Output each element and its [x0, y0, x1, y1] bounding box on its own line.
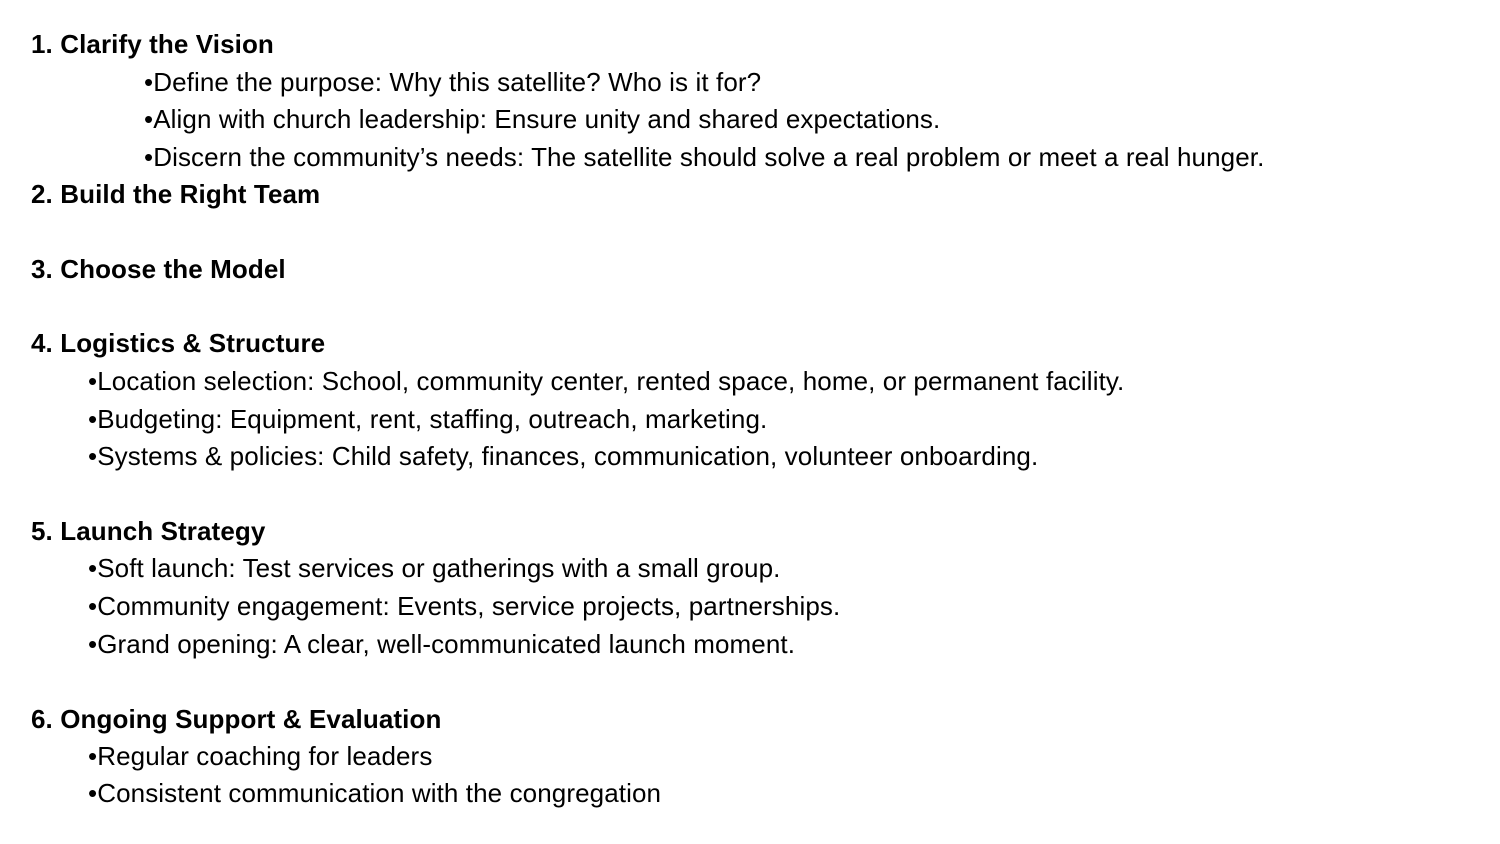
section-heading-6: 6. Ongoing Support & Evaluation [31, 704, 442, 734]
section-heading-4: 4. Logistics & Structure [31, 328, 326, 358]
section-5-bullet-2: •Community engagement: Events, service projects, partnerships. [88, 591, 841, 621]
section-heading-3: 3. Choose the Model [31, 254, 286, 284]
section-4-bullet-2: •Budgeting: Equipment, rent, staffing, outreach, marketing. [88, 404, 768, 434]
section-6-bullet-1: •Regular coaching for leaders [88, 741, 433, 771]
section-5-bullet-1: •Soft launch: Test services or gatherings with a small group. [88, 553, 781, 583]
section-1-bullet-2: •Align with church leadership: Ensure unity and shared expectations. [144, 104, 941, 134]
section-heading-5: 5. Launch Strategy [31, 516, 266, 546]
section-1-bullet-3: •Discern the community’s needs: The satellite should solve a real problem or meet a real hunger. [144, 142, 1265, 172]
section-5-bullet-3: •Grand opening: A clear, well-communicated launch moment. [88, 629, 796, 659]
section-6-bullet-2: •Consistent communication with the congregation [88, 778, 662, 808]
section-heading-2: 2. Build the Right Team [31, 179, 321, 209]
section-heading-1: 1. Clarify the Vision [31, 29, 274, 59]
section-4-bullet-3: •Systems & policies: Child safety, finances, communication, volunteer onboarding. [88, 441, 1039, 471]
section-1-bullet-1: •Define the purpose: Why this satellite? Who is it for? [144, 67, 762, 97]
section-4-bullet-1: •Location selection: School, community center, rented space, home, or permanent facility. [88, 366, 1125, 396]
